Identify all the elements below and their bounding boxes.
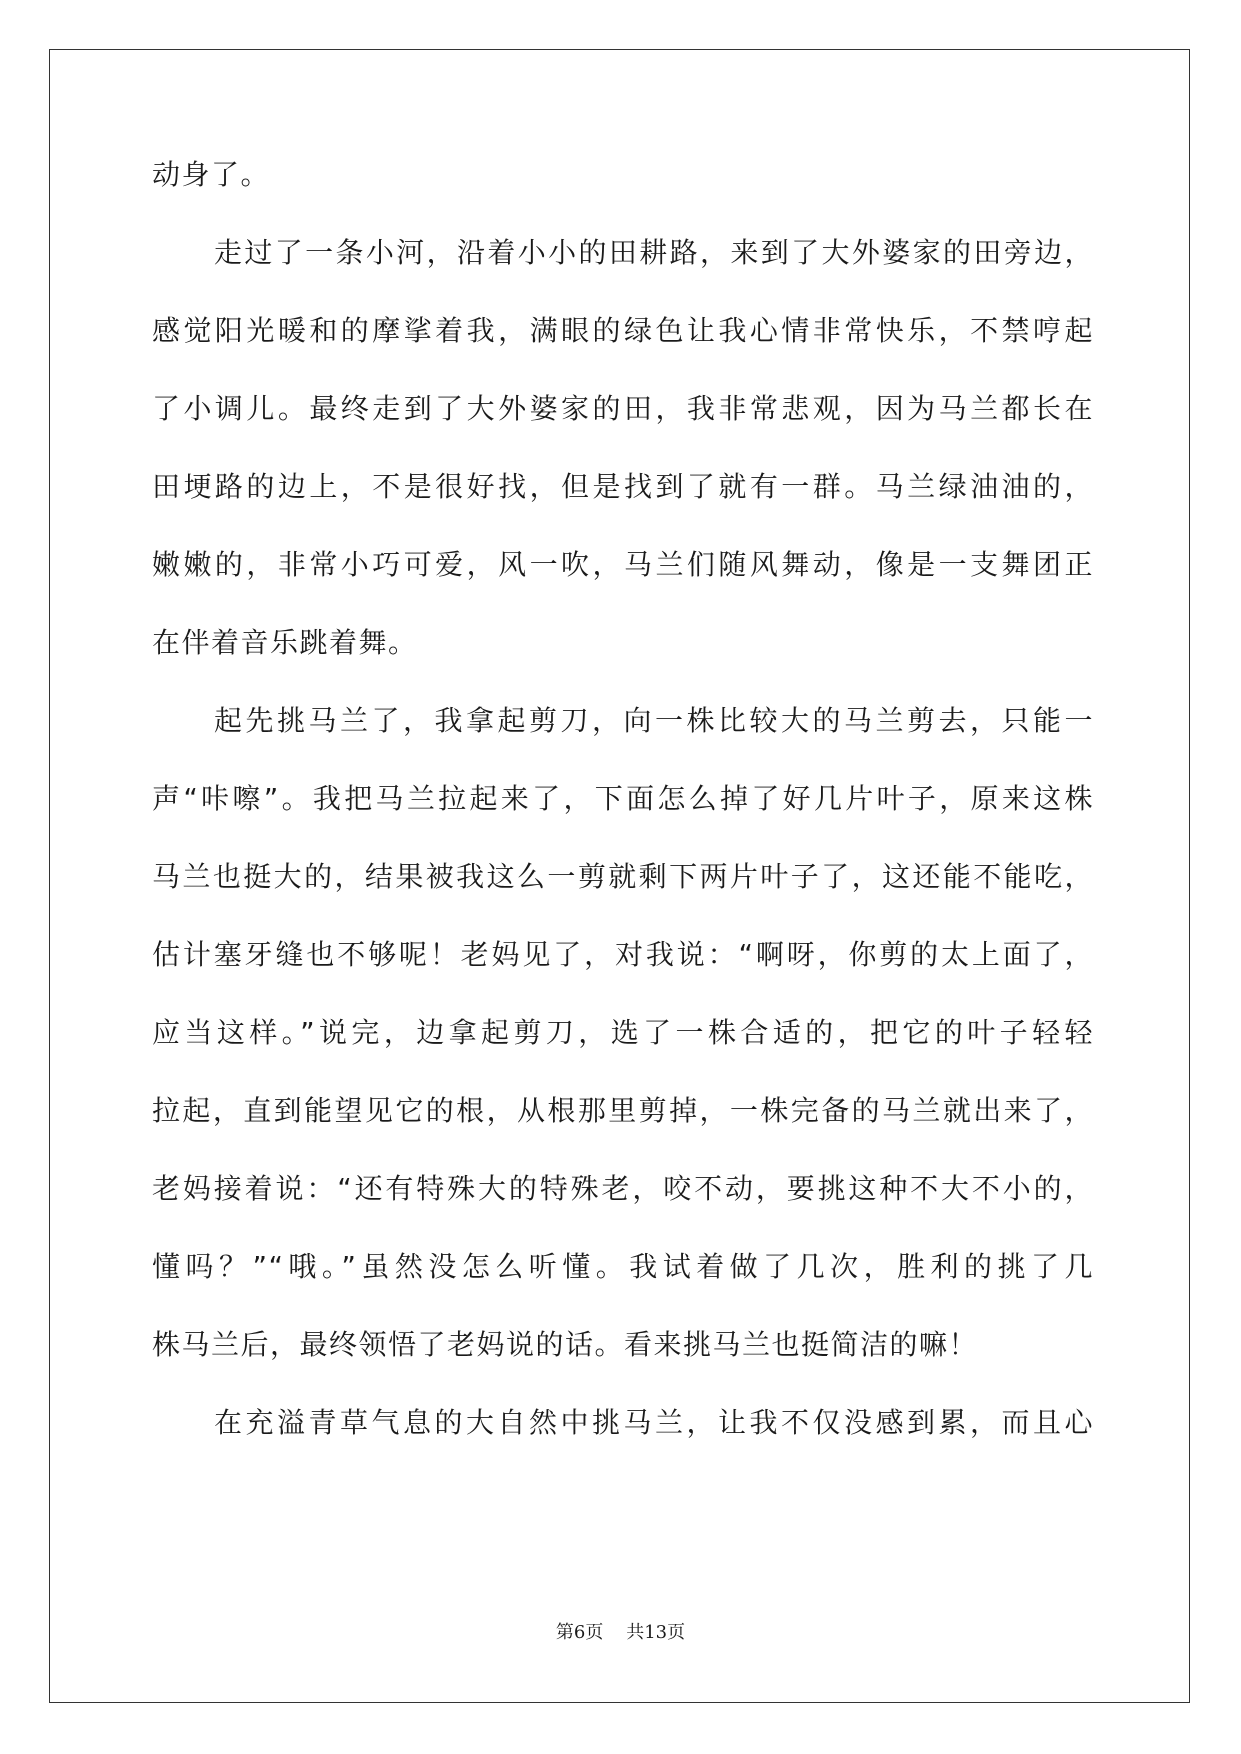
page-footer — [0, 1622, 1241, 1644]
text-line: 拉起，直到能望见它的根，从根那里剪掉，一株完备的马兰就出来了， — [152, 1094, 1094, 1127]
text-line: 株马兰后，最终领悟了老妈说的话。看来挑马兰也挺简洁的嘛！ — [152, 1328, 979, 1361]
text-line: 了小调儿。最终走到了大外婆家的田，我非常悲观，因为马兰都长在 — [152, 392, 1094, 425]
text-line: 在伴着音乐跳着舞。 — [152, 626, 418, 659]
text-line: 马兰也挺大的，结果被我这么一剪就剩下两片叶子了，这还能不能吃， — [152, 860, 1094, 893]
text-line: 田埂路的边上，不是很好找，但是找到了就有一群。马兰绿油油的， — [152, 470, 1094, 503]
text-line: 在充溢青草气息的大自然中挑马兰，让我不仅没感到累，而且心 — [214, 1406, 1094, 1439]
text-line: 动身了。 — [152, 158, 271, 191]
text-line: 感觉阳光暖和的摩挲着我，满眼的绿色让我心情非常快乐，不禁哼起 — [152, 314, 1094, 347]
text-line: 起先挑马兰了，我拿起剪刀，向一株比较大的马兰剪去，只能一 — [214, 704, 1094, 737]
page-number: 第6页 — [555, 1622, 604, 1643]
page-total: 共13页 — [626, 1622, 686, 1643]
text-line: 懂吗？”“哦。”虽然没怎么听懂。我试着做了几次，胜利的挑了几 — [152, 1250, 1094, 1283]
text-line: 应当这样。”说完，边拿起剪刀，选了一株合适的，把它的叶子轻轻 — [152, 1016, 1094, 1049]
text-line: 老妈接着说：“还有特殊大的特殊老，咬不动，要挑这种不大不小的， — [152, 1172, 1094, 1205]
text-line: 走过了一条小河，沿着小小的田耕路，来到了大外婆家的田旁边， — [214, 236, 1094, 269]
text-line: 嫩嫩的，非常小巧可爱，风一吹，马兰们随风舞动，像是一支舞团正 — [152, 548, 1094, 581]
text-line: 声“咔嚓”。我把马兰拉起来了，下面怎么掉了好几片叶子，原来这株 — [152, 782, 1094, 815]
text-line: 估计塞牙缝也不够呢！老妈见了，对我说：“啊呀，你剪的太上面了， — [152, 938, 1094, 971]
document-body — [152, 156, 1094, 1482]
